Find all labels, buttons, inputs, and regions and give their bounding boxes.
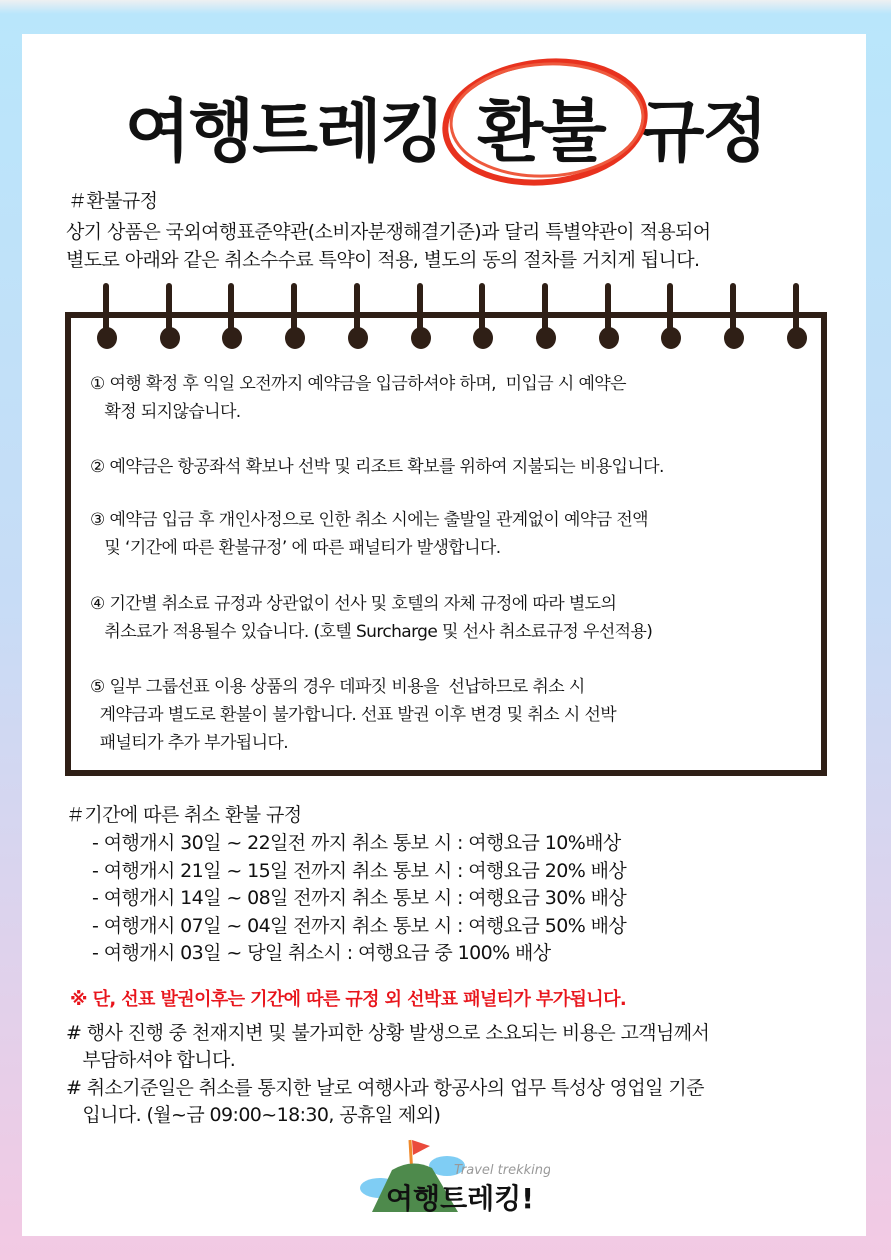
- binder-ring-icon: [160, 283, 178, 353]
- binder-ring-icon: [724, 283, 742, 353]
- binder-ring-icon: [97, 283, 115, 353]
- schedule-row: - 여행개시 30일 ~ 22일전 까지 취소 통보 시 : 여행요금 10%배상: [92, 832, 621, 854]
- note-line: # 취소기준일은 취소를 통지한 날로 여행사과 항공사의 업무 특성상 영업일 기준: [66, 1077, 704, 1099]
- note-line: 부담하셔야 합니다.: [66, 1049, 236, 1071]
- notice-item: [90, 453, 664, 481]
- company-logo: [350, 1128, 550, 1218]
- notice-item: [90, 590, 652, 646]
- notice-line: 및 ‘기간에 따른 환불규정’ 에 따른 패널티가 발생합니다.: [90, 538, 501, 558]
- binder-ring-icon: [285, 283, 303, 353]
- intro-line: 별도로 아래와 같은 취소수수료 특약이 적용, 별도의 동의 절차를 거치게 됩니다.: [66, 249, 700, 271]
- notice-line: ④ 기간별 취소료 규정과 상관없이 선사 및 호텔의 자체 규정에 따라 별도의: [90, 594, 617, 614]
- note: [66, 1075, 704, 1129]
- notice-line: ① 여행 확정 후 익일 오전까지 예약금을 입금하셔야 하며, 미입금 시 예약은: [90, 374, 626, 394]
- notice-item: [90, 506, 648, 562]
- page-title: [0, 78, 891, 175]
- binder-ring-icon: [348, 283, 366, 353]
- note-line: # 행사 진행 중 천재지변 및 불가피한 상황 발생으로 소요되는 비용은 고객님께서: [66, 1022, 710, 1044]
- schedule-row: - 여행개시 07일 ~ 04일 전까지 취소 통보 시 : 여행요금 50% 배상: [92, 914, 627, 937]
- mountain-logo-icon: [350, 1128, 550, 1218]
- binder-ring-icon: [599, 283, 617, 353]
- title-highlight: [477, 78, 604, 175]
- notice-item: [90, 370, 626, 426]
- notice-line: 확정 되지않습니다.: [90, 402, 241, 422]
- notice-line: ⑤ 일부 그룹선표 이용 상품의 경우 데파짓 비용을 선납하므로 취소 시: [90, 677, 585, 697]
- title-highlight-text: 환불: [477, 93, 605, 172]
- warning-text: ※ 단, 선표 발권이후는 기간에 따른 규정 외 선박표 패널티가 부가됩니다.: [70, 989, 627, 1010]
- notice-line: 패널티가 추가 부가됩니다.: [90, 733, 289, 753]
- schedule-row: - 여행개시 21일 ~ 15일 전까지 취소 통보 시 : 여행요금 20% 배상: [92, 859, 627, 882]
- schedule-row: - 여행개시 14일 ~ 08일 전까지 취소 통보 시 : 여행요금 30% 배상: [92, 887, 627, 909]
- logo-subtitle: Travel trekking: [454, 1163, 550, 1178]
- note: [66, 1020, 709, 1074]
- intro-line: 상기 상품은 국외여행표준약관(소비자분쟁해결기준)과 달리 특별약관이 적용되어: [66, 221, 711, 243]
- notice-line: 계약금과 별도로 환불이 불가합니다. 선표 발권 이후 변경 및 취소 시 선박: [90, 705, 617, 725]
- intro-heading: ＃환불규정: [68, 190, 158, 212]
- title-part1: 여행트레킹: [124, 93, 444, 172]
- binder-ring-icon: [536, 283, 554, 353]
- binder-ring-icon: [222, 283, 240, 353]
- binder-ring-icon: [411, 283, 429, 353]
- title-part2: 규정: [638, 93, 767, 172]
- notice-line: ② 예약금은 항공좌석 확보나 선박 및 리조트 확보를 위하여 지불되는 비용입니다.: [90, 457, 664, 477]
- notice-line: 취소료가 적용될수 있습니다. (호텔 Surcharge 및 선사 취소료규정 우선적용): [90, 622, 653, 642]
- schedule-row: - 여행개시 03일 ~ 당일 취소시 : 여행요금 중 100% 배상: [92, 942, 551, 964]
- logo-text: 여행트레킹!: [386, 1182, 535, 1215]
- binder-ring-icon: [473, 283, 491, 353]
- binder-ring-icon: [661, 283, 679, 353]
- binder-ring-icon: [787, 283, 805, 353]
- notice-item: [90, 673, 616, 757]
- schedule-heading: ＃기간에 따른 취소 환불 규정: [66, 804, 302, 826]
- notice-line: ③ 예약금 입금 후 개인사정으로 인한 취소 시에는 출발일 관계없이 예약금 전액: [90, 510, 648, 530]
- note-line: 입니다. (월~금 09:00~18:30, 공휴일 제외): [66, 1104, 441, 1126]
